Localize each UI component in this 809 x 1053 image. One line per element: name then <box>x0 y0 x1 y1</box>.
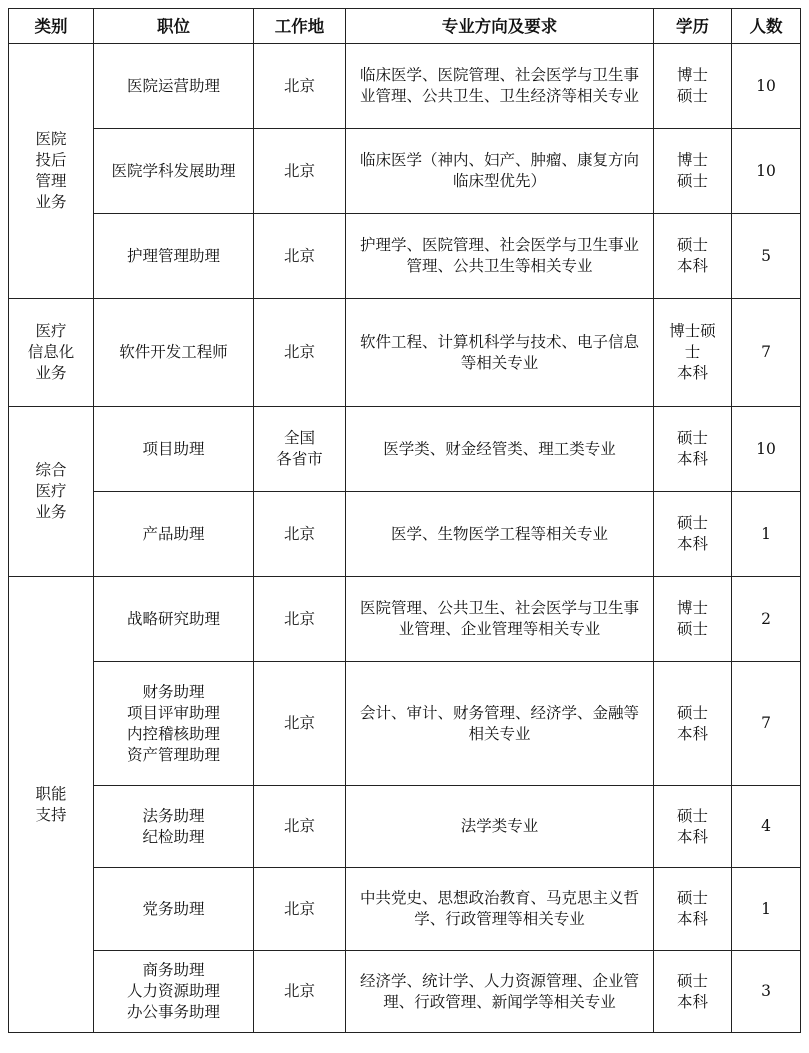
position-cell: 项目助理 <box>94 407 254 492</box>
table-row <box>9 44 801 129</box>
location-cell: 北京 <box>254 662 346 786</box>
position-cell: 战略研究助理 <box>94 577 254 662</box>
degree-cell: 硕士 本科 <box>654 786 732 868</box>
requirement-cell: 医学、生物医学工程等相关专业 <box>346 492 654 577</box>
degree-cell: 博士硕 士 本科 <box>654 299 732 407</box>
count-cell: 4 <box>732 786 801 868</box>
table-row <box>9 129 801 214</box>
category-cell: 医院 投后 管理 业务 <box>9 44 94 299</box>
degree-cell: 硕士 本科 <box>654 951 732 1033</box>
location-cell: 北京 <box>254 129 346 214</box>
location-cell: 北京 <box>254 214 346 299</box>
header-category: 类别 <box>9 9 94 44</box>
degree-cell: 硕士 本科 <box>654 214 732 299</box>
header-count: 人数 <box>732 9 801 44</box>
degree-cell: 硕士 本科 <box>654 492 732 577</box>
count-cell: 7 <box>732 662 801 786</box>
location-cell: 北京 <box>254 577 346 662</box>
location-cell: 北京 <box>254 299 346 407</box>
degree-cell: 博士 硕士 <box>654 129 732 214</box>
requirement-cell: 临床医学、医院管理、社会医学与卫生事业管理、公共卫生、卫生经济等相关专业 <box>346 44 654 129</box>
requirement-cell: 经济学、统计学、人力资源管理、企业管理、行政管理、新闻学等相关专业 <box>346 951 654 1033</box>
count-cell: 3 <box>732 951 801 1033</box>
location-cell: 北京 <box>254 44 346 129</box>
category-cell: 医疗 信息化 业务 <box>9 299 94 407</box>
table-row <box>9 868 801 951</box>
location-cell: 北京 <box>254 951 346 1033</box>
position-cell: 法务助理 纪检助理 <box>94 786 254 868</box>
position-cell: 党务助理 <box>94 868 254 951</box>
position-cell: 医院学科发展助理 <box>94 129 254 214</box>
requirement-cell: 医院管理、公共卫生、社会医学与卫生事业管理、企业管理等相关专业 <box>346 577 654 662</box>
header-position: 职位 <box>94 9 254 44</box>
position-cell: 财务助理 项目评审助理 内控稽核助理 资产管理助理 <box>94 662 254 786</box>
count-cell: 7 <box>732 299 801 407</box>
location-cell: 北京 <box>254 786 346 868</box>
table-row <box>9 786 801 868</box>
location-cell: 北京 <box>254 492 346 577</box>
requirement-cell: 临床医学（神内、妇产、肿瘤、康复方向临床型优先） <box>346 129 654 214</box>
count-cell: 10 <box>732 129 801 214</box>
degree-cell: 硕士 本科 <box>654 868 732 951</box>
table-row <box>9 214 801 299</box>
table-row <box>9 951 801 1033</box>
header-requirement: 专业方向及要求 <box>346 9 654 44</box>
table-row <box>9 662 801 786</box>
table-row <box>9 299 801 407</box>
count-cell: 10 <box>732 44 801 129</box>
requirement-cell: 软件工程、计算机科学与技术、电子信息等相关专业 <box>346 299 654 407</box>
requirement-cell: 医学类、财金经管类、理工类专业 <box>346 407 654 492</box>
position-cell: 医院运营助理 <box>94 44 254 129</box>
header-degree: 学历 <box>654 9 732 44</box>
position-cell: 护理管理助理 <box>94 214 254 299</box>
degree-cell: 硕士 本科 <box>654 407 732 492</box>
table-row <box>9 407 801 492</box>
position-cell: 商务助理 人力资源助理 办公事务助理 <box>94 951 254 1033</box>
table-body <box>9 44 801 1033</box>
count-cell: 10 <box>732 407 801 492</box>
requirement-cell: 中共党史、思想政治教育、马克思主义哲学、行政管理等相关专业 <box>346 868 654 951</box>
degree-cell: 博士 硕士 <box>654 577 732 662</box>
requirement-cell: 法学类专业 <box>346 786 654 868</box>
requirement-cell: 护理学、医院管理、社会医学与卫生事业管理、公共卫生等相关专业 <box>346 214 654 299</box>
count-cell: 1 <box>732 868 801 951</box>
position-cell: 产品助理 <box>94 492 254 577</box>
location-cell: 全国 各省市 <box>254 407 346 492</box>
location-cell: 北京 <box>254 868 346 951</box>
count-cell: 5 <box>732 214 801 299</box>
header-location: 工作地 <box>254 9 346 44</box>
degree-cell: 硕士 本科 <box>654 662 732 786</box>
table-row <box>9 577 801 662</box>
header-row <box>9 9 801 44</box>
count-cell: 1 <box>732 492 801 577</box>
count-cell: 2 <box>732 577 801 662</box>
requirement-cell: 会计、审计、财务管理、经济学、金融等相关专业 <box>346 662 654 786</box>
degree-cell: 博士 硕士 <box>654 44 732 129</box>
recruitment-table <box>8 8 801 1033</box>
category-cell: 综合 医疗 业务 <box>9 407 94 577</box>
table-row <box>9 492 801 577</box>
category-cell: 职能 支持 <box>9 577 94 1033</box>
position-cell: 软件开发工程师 <box>94 299 254 407</box>
